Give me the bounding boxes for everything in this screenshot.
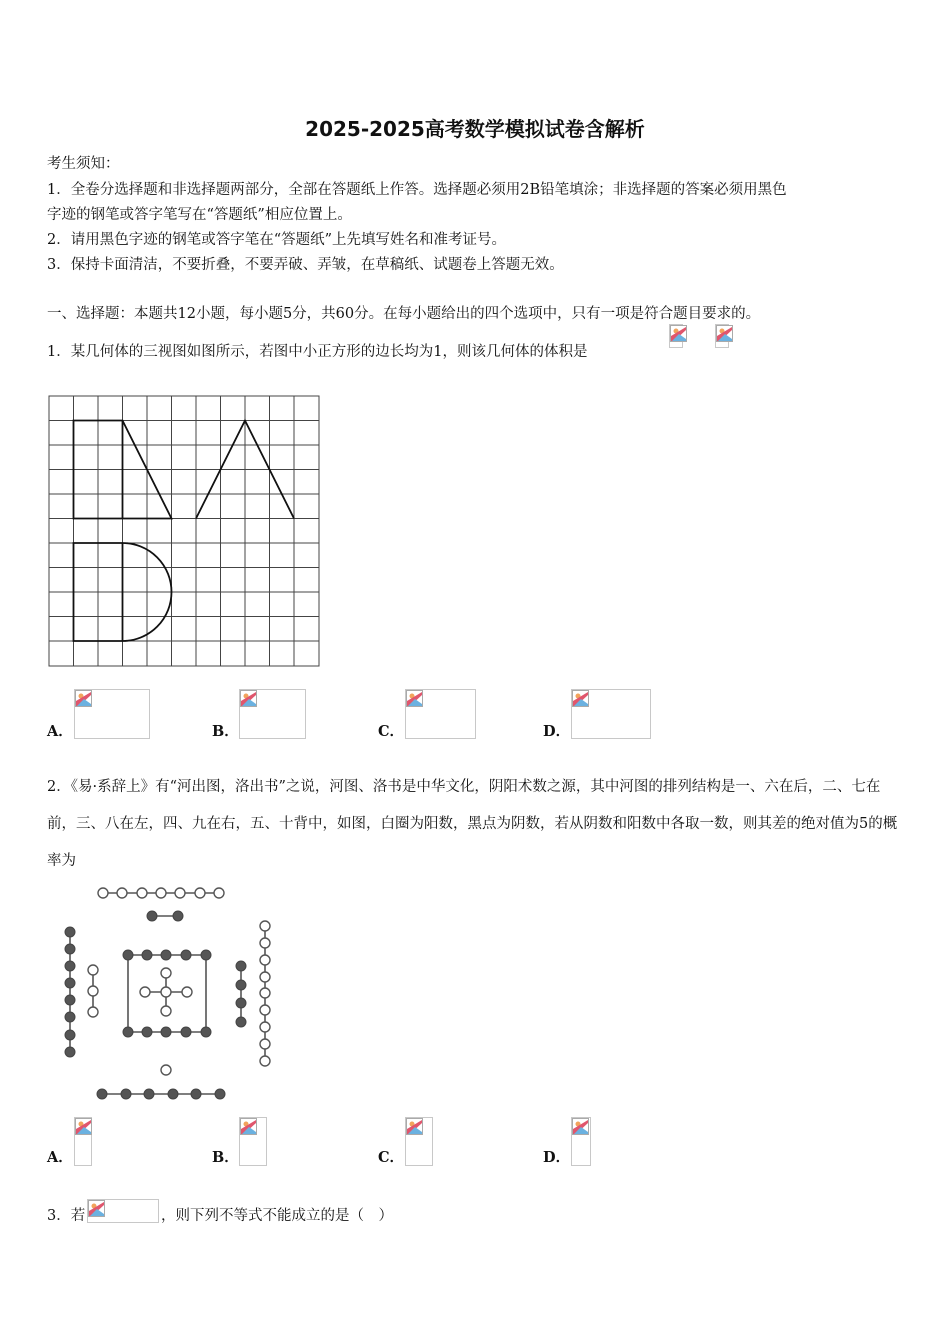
q1-option-b-label: B． <box>212 723 239 740</box>
broken-image-icon <box>406 1118 423 1135</box>
q1-option-d-image[interactable] <box>571 689 651 739</box>
broken-image-icon <box>572 1118 589 1135</box>
q1-option-d-label: D． <box>543 723 571 740</box>
question-2-text: 2．《易·系辞上》有“河出图，洛出书”之说，河图、洛书是中华文化，阴阳术数之源，其中河图的排列结构是一、六在后，二、七在前，三、八在左，四、九在右，五、十背中，如图，白圈为阳数，黑点为阴数，若从阴数和阳数中各取一数，则其差的绝对值为5的概率为 <box>47 779 898 869</box>
notice-item: 字迹的钢笔或答字笔写在“答题纸”相应位置上。 <box>47 207 352 223</box>
q2-option-a-label: A． <box>47 1149 73 1166</box>
question-3-suffix: ，则下列不等式不能成立的是（ ） <box>161 1208 393 1224</box>
broken-image-icon <box>572 690 589 707</box>
q2-option-a-image[interactable] <box>74 1117 92 1166</box>
q1-option-c-image[interactable] <box>405 689 476 739</box>
q1-option-a-image[interactable] <box>74 689 150 739</box>
broken-image-icon <box>240 1118 257 1135</box>
notice-heading: 考生须知： <box>47 156 120 172</box>
section-heading: 一、选择题：本题共12小题，每小题5分，共60分。在每小题给出的四个选项中，只有一项是符合题目要求的。 <box>47 306 761 322</box>
formula-image <box>715 324 729 348</box>
broken-image-icon <box>240 690 257 707</box>
broken-image-icon <box>406 690 423 707</box>
q1-option-b-image[interactable] <box>239 689 306 739</box>
q2-option-c-image[interactable] <box>405 1117 433 1166</box>
broken-image-icon <box>716 325 733 342</box>
q1-option-a-label: A． <box>47 723 73 740</box>
q2-option-c-label: C． <box>378 1149 405 1166</box>
broken-image-icon <box>88 1200 105 1217</box>
q1-option-c-label: C． <box>378 723 405 740</box>
page-title: 2025-2025高考数学模拟试卷含解析 <box>305 117 645 141</box>
notice-item: 1．全卷分选择题和非选择题两部分，全部在答题纸上作答。选择题必须用2B铅笔填涂；非选择题的答案必须用黑色 <box>47 182 787 198</box>
question-3-prefix: 3．若 <box>47 1208 86 1224</box>
q2-option-d-label: D． <box>543 1149 571 1166</box>
question-1-text: 1．某几何体的三视图如图所示，若图中小正方形的边长均为1，则该几何体的体积是 <box>47 344 588 360</box>
broken-image-icon <box>670 325 687 342</box>
notice-item: 3．保持卡面清洁，不要折叠，不要弄破、弄皱，在草稿纸、试题卷上答题无效。 <box>47 257 564 273</box>
formula-image <box>669 324 683 348</box>
formula-image <box>87 1199 159 1223</box>
q2-option-d-image[interactable] <box>571 1117 591 1166</box>
three-view-diagram <box>48 395 320 668</box>
broken-image-icon <box>75 1118 92 1135</box>
hetu-diagram <box>55 880 280 1105</box>
notice-item: 2．请用黑色字迹的钢笔或答字笔在“答题纸”上先填写姓名和准考证号。 <box>47 232 507 248</box>
yin-black-dots <box>65 911 246 1099</box>
q2-option-b-label: B． <box>212 1149 239 1166</box>
q2-option-b-image[interactable] <box>239 1117 267 1166</box>
broken-image-icon <box>75 690 92 707</box>
